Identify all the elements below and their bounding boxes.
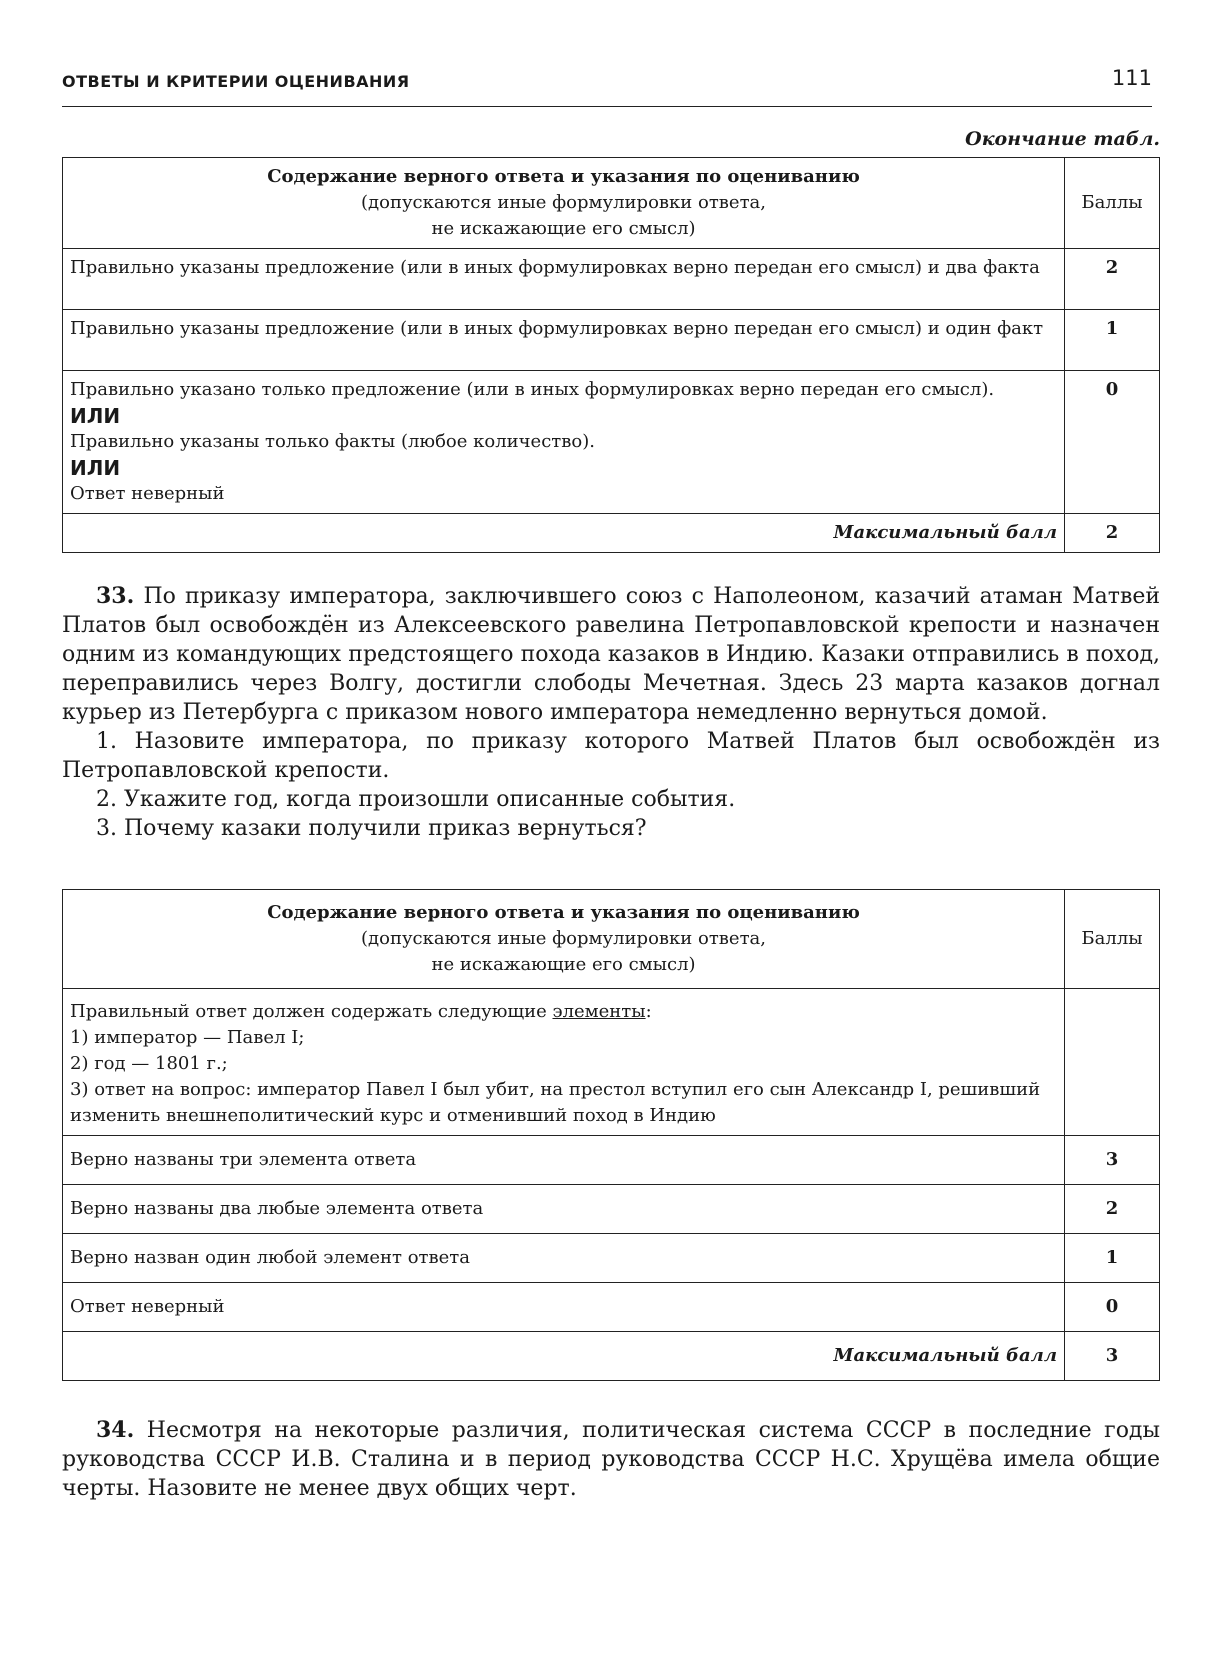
table-row [63, 249, 1160, 310]
table-header-row [63, 890, 1160, 989]
criterion-text: Правильно указаны предложение (или в иных формулировках верно передан его смысл) и два факта [63, 249, 1065, 310]
criterion-text: Ответ неверный [63, 1283, 1065, 1332]
table-row [63, 1283, 1160, 1332]
criterion-score: 0 [1065, 371, 1160, 514]
criterion-text-block [63, 371, 1065, 514]
criteria-table-32 [62, 157, 1160, 553]
empty-score-cell [1065, 989, 1160, 1136]
criterion-score: 3 [1065, 1136, 1160, 1185]
header-title: Содержание верного ответа и указания по оцениванию [267, 166, 860, 187]
content-column-header [63, 890, 1065, 989]
task-text [62, 1416, 1160, 1503]
header-note-line1: (допускаются иные формулировки ответа, [361, 192, 766, 213]
criterion-score: 0 [1065, 1283, 1160, 1332]
task-number: 34. [96, 1417, 135, 1443]
answer-element-3: 3) ответ на вопрос: император Павел I был убит, на престол вступил его сын Александр I, решивший изменить внешнеполитический курс и отменивший поход в Индию [70, 1079, 1041, 1126]
table-row [63, 1136, 1160, 1185]
running-title: ОТВЕТЫ И КРИТЕРИИ ОЦЕНИВАНИЯ [62, 72, 410, 91]
running-header [62, 66, 1152, 107]
criterion-score: 2 [1065, 249, 1160, 310]
max-score-label: Максимальный балл [63, 514, 1065, 553]
criterion-score: 1 [1065, 1234, 1160, 1283]
or-label: ИЛИ [70, 404, 121, 428]
table-continuation-note: Окончание табл. [965, 128, 1160, 150]
table-row [63, 1185, 1160, 1234]
task-intro [62, 582, 1160, 727]
answer-element-1: 1) император — Павел I; [70, 1027, 305, 1048]
max-score-row [63, 1332, 1160, 1381]
header-note-line2: не искажающие его смысл) [431, 954, 696, 975]
task-body: Несмотря на некоторые различия, политическая система СССР в последние годы руководства СССР И.В. Сталина и в период руководства СССР Н.С. Хрущёва имела общие черты. Назовите не менее двух общих черт. [62, 1418, 1160, 1501]
header-title: Содержание верного ответа и указания по оцениванию [267, 902, 860, 923]
criterion-line: Правильно указано только предложение (или в иных формулировках верно передан его смысл). [70, 379, 995, 400]
score-column-header: Баллы [1065, 158, 1160, 249]
table-header-row [63, 158, 1160, 249]
header-note-line2: не искажающие его смысл) [431, 218, 696, 239]
task-intro-text: По приказу императора, заключившего союз с Наполеоном, казачий атаман Матвей Платов был освобождён из Алексеевского равелина Петропавловской крепости и назначен одним из командующих предстоящего похода казаков в Индию. Казаки отправились в поход, переправились через Волгу, достигли слободы Мечетная. Здесь 23 марта казаков догнал курьер из Петербурга с приказом нового императора немедленно вернуться домой. [62, 584, 1161, 725]
criterion-score: 2 [1065, 1185, 1160, 1234]
table-row [63, 371, 1160, 514]
max-score-row [63, 514, 1160, 553]
answer-intro: Правильный ответ должен содержать следующие элементы: [70, 1001, 652, 1022]
content-column-header [63, 158, 1065, 249]
answer-elements-row [63, 989, 1160, 1136]
criterion-text: Верно назван один любой элемент ответа [63, 1234, 1065, 1283]
task-33 [62, 582, 1160, 843]
task-34 [62, 1416, 1160, 1503]
criterion-text: Верно названы три элемента ответа [63, 1136, 1065, 1185]
max-score-value: 2 [1065, 514, 1160, 553]
criterion-text: Верно названы два любые элемента ответа [63, 1185, 1065, 1234]
or-label: ИЛИ [70, 456, 121, 480]
answer-element-2: 2) год — 1801 г.; [70, 1053, 228, 1074]
answer-elements [63, 989, 1065, 1136]
criterion-text: Правильно указаны предложение (или в иных формулировках верно передан его смысл) и один факт [63, 310, 1065, 371]
max-score-value: 3 [1065, 1332, 1160, 1381]
question-1: 1. Назовите императора, по приказу которого Матвей Платов был освобождён из Петропавловской крепости. [62, 729, 1160, 783]
criteria-table-33 [62, 889, 1160, 1381]
underlined-word: элементы [552, 1001, 646, 1022]
header-note-line1: (допускаются иные формулировки ответа, [361, 928, 766, 949]
criterion-score: 1 [1065, 310, 1160, 371]
task-number: 33. [96, 583, 135, 609]
criterion-line: Ответ неверный [70, 483, 225, 504]
table-row [63, 1234, 1160, 1283]
page-number: 111 [1111, 66, 1152, 90]
question-2: 2. Укажите год, когда произошли описанные события. [96, 787, 736, 812]
table-row [63, 310, 1160, 371]
criterion-line: Правильно указаны только факты (любое количество). [70, 431, 595, 452]
max-score-label: Максимальный балл [63, 1332, 1065, 1381]
question-3: 3. Почему казаки получили приказ вернуться? [96, 816, 647, 841]
score-column-header: Баллы [1065, 890, 1160, 989]
